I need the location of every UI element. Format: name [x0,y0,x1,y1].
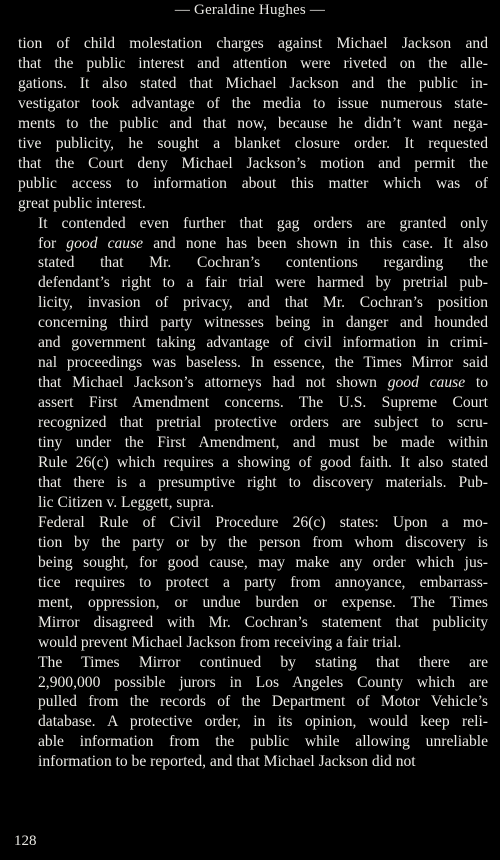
text-line: recognized that pretrial protective orders are subject to scru- [38,414,488,432]
text-line: tion by the party or by the person from whom discovery is [38,533,488,551]
emphasis: good cause [387,374,466,392]
text-line: defendant’s right to a fair trial were harmed by pretrial pub- [38,274,488,292]
text-line: vestigator took advantage of the media to issue numerous state- [18,94,488,112]
page-number: 128 [14,833,37,849]
text-line: licity, invasion of privacy, and that Mr. Cochran’s position [38,294,488,312]
text-line: It contended even further that gag orders are granted only [38,214,488,232]
text-line: Rule 26(c) which requires a showing of good faith. It also stated [38,454,488,472]
paragraph [18,653,488,773]
text-line: The Times Mirror continued by stating that there are [38,653,488,671]
paragraph [18,513,488,653]
body-text [18,34,488,772]
text-line: pulled from the records of the Department of Motor Vehicle’s [38,693,488,711]
text-line: assert First Amendment concerns. The U.S. Supreme Court [38,394,488,412]
text-line: database. A protective order, in its opinion, would keep reli- [38,713,488,731]
text-line: great public interest. [18,194,146,212]
text-line: being sought, for good cause, may make any order which jus- [38,553,488,571]
text-line: gations. It also stated that Michael Jackson and the public in- [18,74,488,92]
text-line: tive publicity, he sought a blanket closure order. It requested [18,134,488,152]
text-line: would prevent Michael Jackson from receiving a fair trial. [38,633,402,651]
text-line: tice requires to protect a party from annoyance, embarrass- [38,573,488,591]
text-line: tion of child molestation charges against Michael Jackson and [18,35,488,52]
text-line: public access to information about this matter which was of [18,174,488,192]
text-line: that the public interest and attention were riveted on the alle- [18,54,488,72]
text-line: concerning third party witnesses being in danger and hounded [38,314,488,332]
running-header: — Geraldine Hughes — [174,2,326,18]
text-line: nal proceedings was baseless. In essence, the Times Mirror said [38,354,488,372]
text-line: ment, oppression, or undue burden or expense. The Times [38,593,488,611]
text-line: for good cause and none has been shown in this case. It also [38,234,488,252]
text-line: lic Citizen v. Leggett, supra. [38,493,215,511]
text-line: tiny under the First Amendment, and must be made within [38,434,488,452]
text-line: that the Court deny Michael Jackson’s motion and permit the [18,154,488,172]
text-line: 2,900,000 possible jurors in Los Angeles County which are [38,673,488,691]
text-line: Mirror disagreed with Mr. Cochran’s statement that publicity [38,613,488,631]
text-line: stated that Mr. Cochran’s contentions regarding the [38,254,488,272]
text-line: information to be reported, and that Michael Jackson did not [38,753,416,771]
text-line: that there is a presumptive right to discovery materials. Pub- [38,473,488,491]
emphasis: good cause [66,234,144,252]
text-line: ments to the public and that now, because he didn’t want nega- [18,114,488,132]
text-line: able information from the public while allowing unreliable [38,733,488,751]
text-line: that Michael Jackson’s attorneys had not shown good cause to [38,374,489,392]
paragraph [18,214,488,513]
text-line: Federal Rule of Civil Procedure 26(c) states: Upon a mo- [38,513,488,531]
paragraph [18,34,488,214]
text-line: and government taking advantage of civil information in crimi- [38,334,488,352]
